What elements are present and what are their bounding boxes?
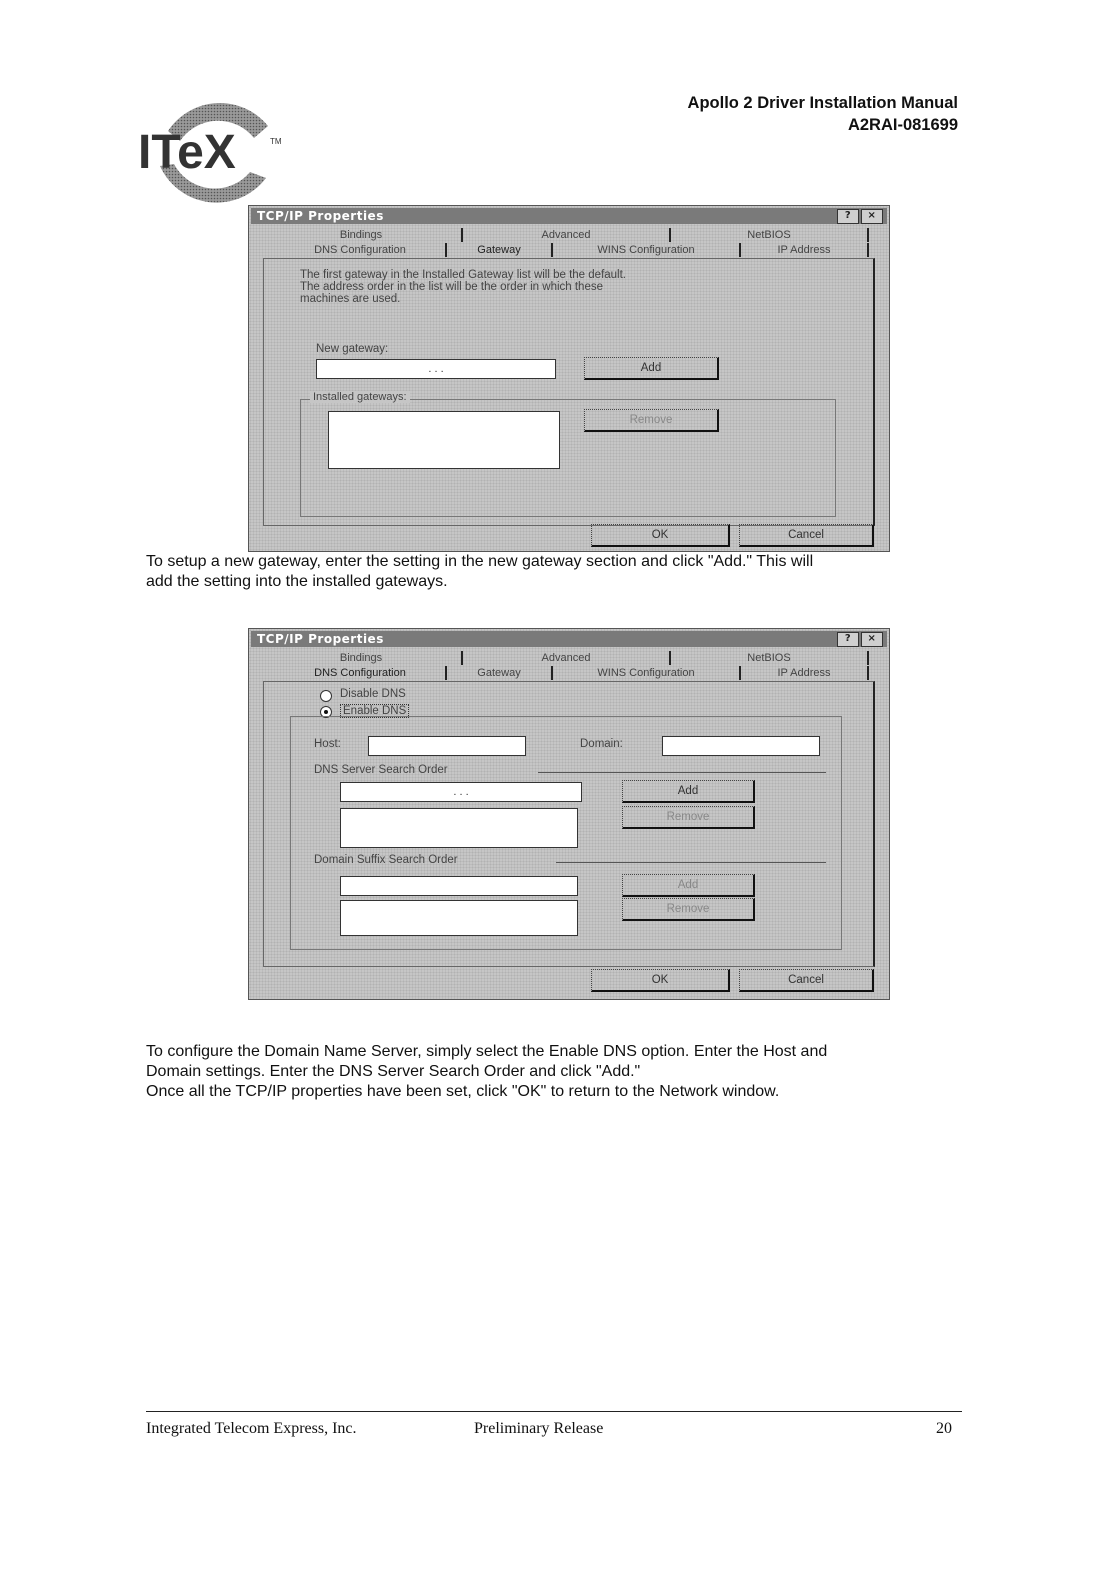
tab-gateway[interactable]: Gateway [447,243,553,257]
tab-dns-configuration[interactable]: DNS Configuration [275,666,447,680]
dns-panel [263,681,875,967]
gateway-instructions-line-1: To setup a new gateway, enter the setting in the new gateway section and click "Add." This will [146,553,814,570]
suffix-order-divider [556,862,826,863]
info-line-2: The address order in the list will be the order in which these [300,281,603,293]
domain-label: Domain: [580,738,623,750]
tab-advanced[interactable]: Advanced [463,228,671,242]
enable-dns-label: Enable DNS [340,704,409,718]
dns-server-search-order-label: DNS Server Search Order [314,764,448,776]
tab-bindings[interactable]: Bindings [261,651,463,665]
new-gateway-ip-input[interactable]: . . . [316,359,556,379]
dns-instructions-line-3: Once all the TCP/IP properties have been set, click "OK" to return to the Network window. [146,1083,780,1100]
gateway-instructions-line-2: add the setting into the installed gateways. [146,573,448,590]
installed-gateways-label: Installed gateways: [310,391,410,403]
footer-release: Preliminary Release [474,1420,604,1437]
close-button[interactable]: × [861,209,883,224]
tab-advanced[interactable]: Advanced [463,651,671,665]
tab-netbios[interactable]: NetBIOS [671,651,869,665]
tcpip-dns-dialog [248,628,890,1000]
gateway-info-text [300,269,626,305]
host-input[interactable] [368,736,526,756]
tab-wins-configuration[interactable]: WINS Configuration [553,243,741,257]
header [688,92,958,136]
info-line-1: The first gateway in the Installed Gateway list will be the default. [300,269,626,281]
logo-text: ITeX [138,126,236,179]
tab-netbios[interactable]: NetBIOS [671,228,869,242]
logo-tm: TM [270,137,282,146]
domain-input[interactable] [662,736,820,756]
footer-company: Integrated Telecom Express, Inc. [146,1420,357,1437]
add-domain-suffix-button[interactable]: Add [622,874,755,897]
info-line-3: machines are used. [300,293,401,305]
domain-suffix-search-order-label: Domain Suffix Search Order [314,854,458,866]
cancel-button[interactable]: Cancel [739,524,874,547]
tcpip-gateway-dialog [248,205,890,552]
installed-gateways-list[interactable] [328,411,560,469]
gateway-panel [263,258,875,526]
dialog-title: TCP/IP Properties [257,209,384,223]
add-dns-server-button[interactable]: Add [622,780,755,803]
add-gateway-button[interactable]: Add [584,357,719,380]
remove-dns-server-button[interactable]: Remove [622,806,755,829]
new-gateway-label: New gateway: [316,343,389,355]
ok-button[interactable]: OK [591,524,730,547]
remove-domain-suffix-button[interactable]: Remove [622,898,755,921]
footer-rule [146,1411,962,1412]
dns-server-ip-input[interactable]: . . . [340,782,582,802]
host-label: Host: [314,738,341,750]
dialog-titlebar [251,208,887,224]
document-id: A2RAI-081699 [847,116,958,134]
dialog-titlebar [251,631,887,647]
tab-ip-address[interactable]: IP Address [741,243,869,257]
itex-logo [138,86,288,216]
tab-wins-configuration[interactable]: WINS Configuration [553,666,741,680]
dialog-title: TCP/IP Properties [257,632,384,646]
dns-instructions [146,1042,966,1102]
domain-suffix-list[interactable] [340,900,578,936]
tab-dns-configuration[interactable]: DNS Configuration [275,243,447,257]
disable-dns-radio[interactable] [320,690,332,702]
help-button[interactable]: ? [837,632,859,647]
gateway-instructions [146,552,966,592]
tab-bindings[interactable]: Bindings [261,228,463,242]
page-number: 20 [936,1420,952,1437]
dns-instructions-line-1: To configure the Domain Name Server, simply select the Enable DNS option. Enter the Host and [146,1043,828,1060]
manual-title: Apollo 2 Driver Installation Manual [687,94,958,112]
tab-ip-address[interactable]: IP Address [741,666,869,680]
cancel-button[interactable]: Cancel [739,969,874,992]
tab-gateway[interactable]: Gateway [447,666,553,680]
disable-dns-label: Disable DNS [340,688,406,700]
dns-server-list[interactable] [340,808,578,848]
remove-gateway-button[interactable]: Remove [584,409,719,432]
close-button[interactable]: × [861,632,883,647]
dns-order-divider [538,772,826,773]
domain-suffix-input[interactable] [340,876,578,896]
help-button[interactable]: ? [837,209,859,224]
ok-button[interactable]: OK [591,969,730,992]
dns-instructions-line-2: Domain settings. Enter the DNS Server Search Order and click "Add." [146,1063,641,1080]
